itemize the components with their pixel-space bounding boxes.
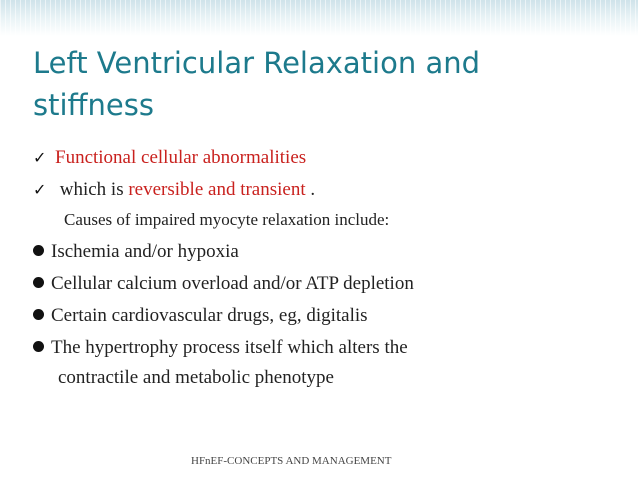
subheading: Causes of impaired myocyte relaxation include: [64,210,390,229]
bullet-item [33,304,368,328]
bullet-dot-icon [33,277,44,288]
bullet-item [33,240,239,264]
bullet-dot-icon [33,245,44,256]
check-item-highlight: reversible and transient [128,179,306,200]
bullet-dot-icon [33,341,44,352]
title-line-1: Left Ventricular Relaxation and [33,46,481,80]
bullet-text: Ischemia and/or hypoxia [51,241,239,262]
bullet-item [33,336,408,360]
slide-title [33,42,593,126]
check-item-functional [33,146,306,170]
checkmark-icon: ✓ [33,148,47,167]
bullet-continuation: contractile and metabolic phenotype [58,367,334,388]
title-line-2: stiffness [33,88,154,122]
check-item-suffix: . [305,179,316,200]
bullet-item [33,272,414,296]
header-band [0,0,638,36]
bullet-text: Cellular calcium overload and/or ATP depletion [51,273,414,294]
bullet-dot-icon [33,309,44,320]
check-item-prefix: which is [55,179,129,200]
slide-footer: HFnEF-CONCEPTS AND MANAGEMENT [191,455,392,467]
check-item-text: Functional cellular abnormalities [55,147,307,168]
checkmark-icon: ✓ [33,180,47,199]
check-item-reversible [33,178,315,202]
bullet-text: Certain cardiovascular drugs, eg, digitalis [51,305,368,326]
bullet-text: The hypertrophy process itself which alters the [51,337,408,358]
